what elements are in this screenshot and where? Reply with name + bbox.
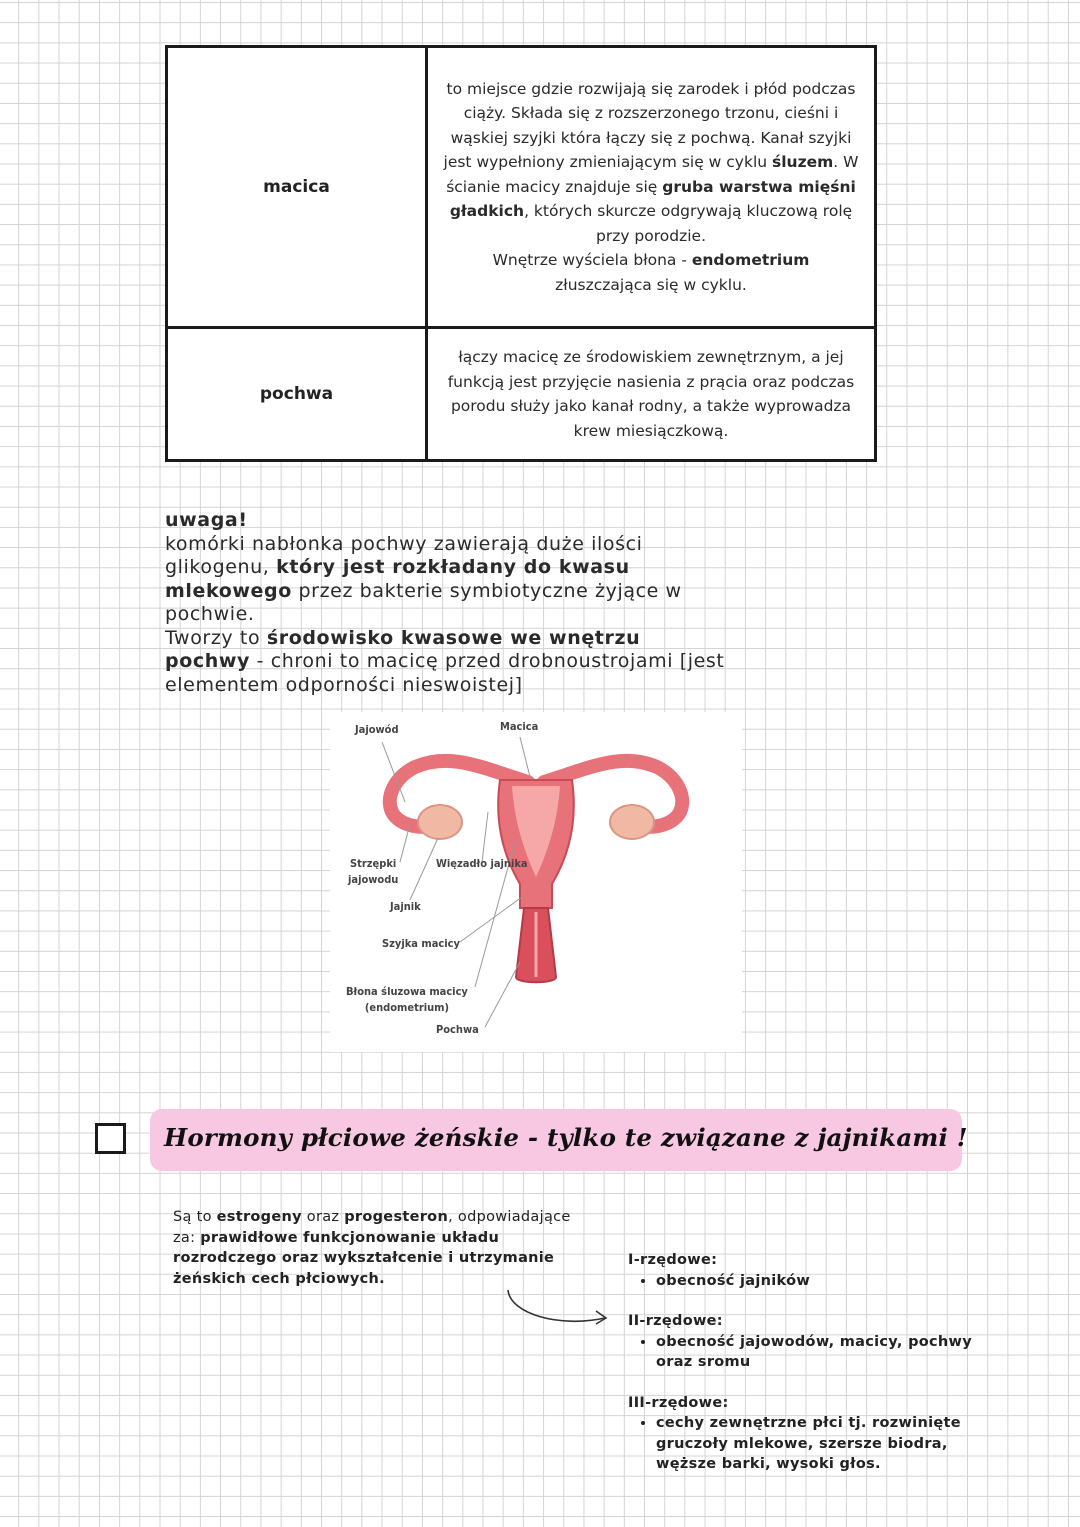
section-banner <box>150 1109 968 1171</box>
description-cell <box>427 47 876 328</box>
list-item: • cechy zewnętrzne płci tj. rozwinięte gruczoły mlekowe, szersze biodra, węższe barki, wysoki głos. <box>656 1413 988 1475</box>
text-segment: komórki nabłonka pochwy zawierają duże ilości glikogenu, <box>165 532 643 578</box>
text-segment: . W ścianie macicy znajduje się <box>446 153 859 196</box>
text-segment: oraz <box>301 1209 345 1225</box>
text-segment: łączy macicę ze środowiskiem zewnętrznym, a jej funkcją jest przyjęcie nasienia z prącia oraz podczas porodu służy jako kanał rodny, a także wyprowadza krew miesiączkową. <box>447 348 855 440</box>
label-strzepki: Strzępki jajowodu <box>348 857 399 886</box>
text-segment: , odpowiadające za: <box>173 1209 571 1246</box>
rank-items <box>628 1413 988 1475</box>
rank-title: III-rzędowe: <box>628 1394 729 1411</box>
text-segment: to miejsce gdzie rozwijają się zarodek i płód podczas ciąży. Składa się z rozszerzonego trzonu, cieśni i wąskiej szyjki która łączy się z pochwą. Kanał szyjki jest wypełniony zmieniającym się w cyklu <box>443 79 856 172</box>
text-segment: endometrium <box>691 251 810 270</box>
table-row-pochwa <box>167 328 876 461</box>
label-wiezadlo: Więzadło jajnika <box>436 857 528 870</box>
curved-arrow-icon <box>500 1284 620 1334</box>
table-row-macica <box>167 47 876 328</box>
sex-characteristics-list <box>628 1250 988 1495</box>
note-text <box>165 509 725 697</box>
text-segment: złuszczająca się w cyklu. <box>555 275 747 294</box>
text-segment: gruba warstwa mięśni gładkich <box>449 177 856 221</box>
rank-title: II-rzędowe: <box>628 1313 723 1329</box>
text-segment: estrogeny <box>216 1209 302 1225</box>
text-segment: przez bakterie symbiotyczne żyjące w pochwie. <box>165 579 682 625</box>
text-segment: - chroni to macicę przed drobnoustrojami [jest elementem odporności nieswoistej] <box>165 650 725 696</box>
label-pochwa: Pochwa <box>436 1023 479 1036</box>
text-segment: , których skurcze odgrywają kluczową rolę przy porodzie. <box>524 202 853 245</box>
text-segment: prawidłowe funkcjonowanie układu rozrodczego oraz wykształcenie i utrzymanie żeńskich cech płciowych. <box>173 1229 555 1287</box>
rank-title: I-rzędowe: <box>628 1252 718 1268</box>
label-blona: Błona śluzowa macicy (endometrium) <box>346 985 468 1014</box>
text-segment: który jest rozkładany do kwasu mlekowego <box>165 556 630 602</box>
hormones-intro <box>173 1207 593 1289</box>
section-title: Hormony płciowe żeńskie - tylko te związane z jajnikami ! <box>164 1123 968 1152</box>
term-cell: pochwa <box>167 328 427 461</box>
label-szyjka: Szyjka macicy <box>382 937 460 950</box>
text-segment: środowisko kwasowe we wnętrzu pochwy <box>165 626 641 672</box>
text-segment: Tworzy to <box>165 626 267 649</box>
definitions-table <box>165 45 877 462</box>
section-checkbox[interactable] <box>95 1123 126 1154</box>
text-segment: progesteron <box>344 1209 449 1225</box>
text-segment: śluzem <box>772 153 834 172</box>
rank-items <box>628 1332 988 1373</box>
label-macica: Macica <box>500 720 539 733</box>
rank-items <box>628 1271 988 1292</box>
list-item: • obecność jajników <box>656 1271 988 1292</box>
uterus-diagram <box>330 712 742 1052</box>
label-jajowod: Jajowód <box>355 723 399 736</box>
label-jajnik: Jajnik <box>390 900 421 913</box>
text-segment: Wnętrze wyściela błona - <box>492 251 692 270</box>
text-segment: uwaga! <box>165 509 248 531</box>
text-segment: Są to <box>173 1209 217 1225</box>
description-cell <box>427 328 876 461</box>
term-cell: macica <box>167 47 427 328</box>
list-item: • obecność jajowodów, macicy, pochwy oraz sromu <box>656 1332 988 1373</box>
